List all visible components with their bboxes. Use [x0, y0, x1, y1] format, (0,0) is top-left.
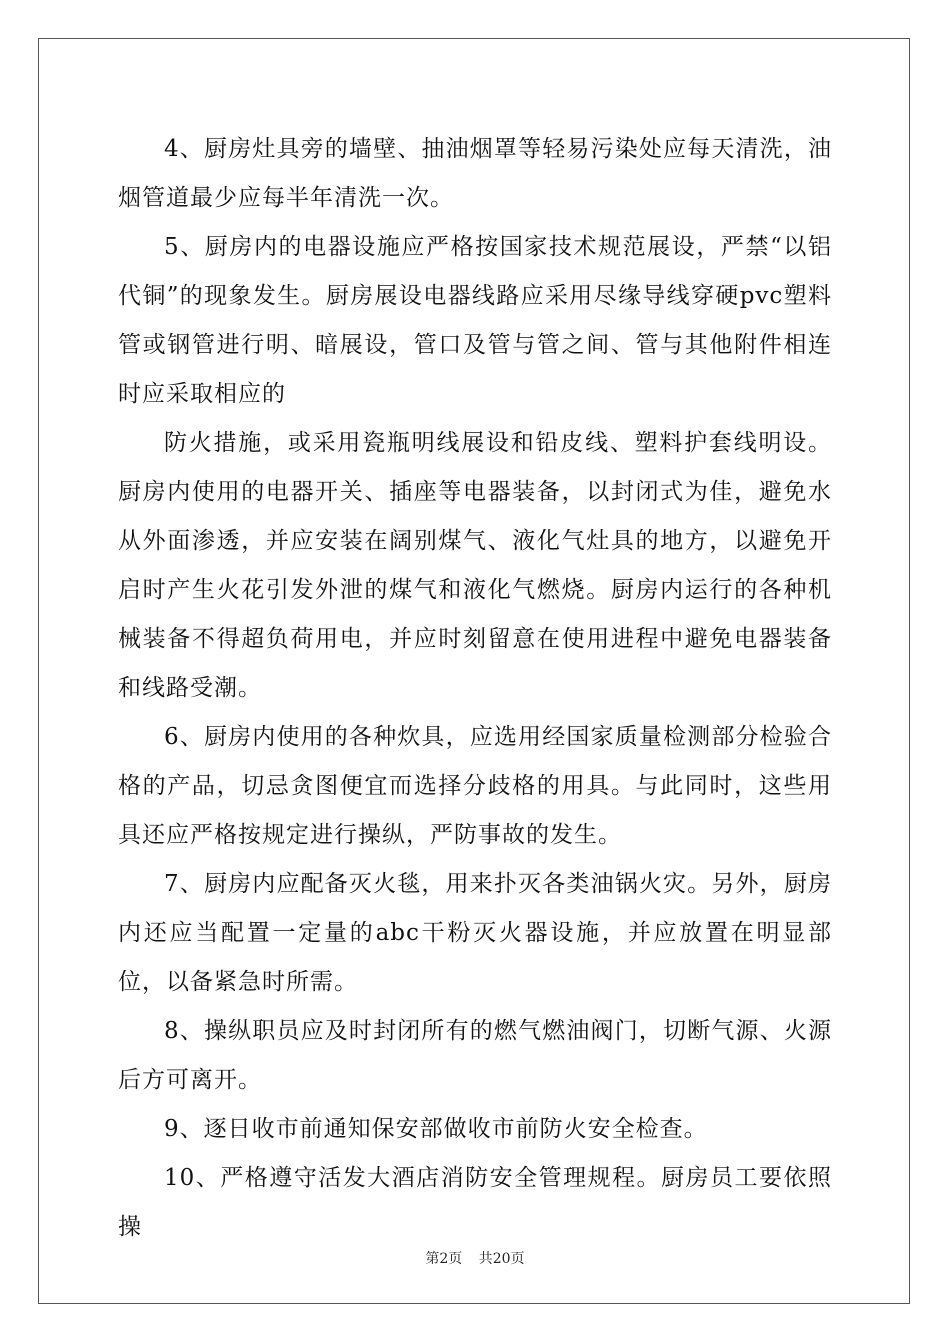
paragraph-item-9: 9、逐日收市前通知保安部做收市前防火安全检查。: [164, 1116, 708, 1142]
document-body: [118, 125, 832, 1252]
paragraph-item-10: 10、严格遵守活发大酒店消防安全管理规程。厨房员工要依照操: [118, 1165, 832, 1240]
page-footer: [0, 1248, 950, 1268]
paragraph-item-4: 4、厨房灶具旁的墙壁、抽油烟罩等轻易污染处应每天清洗，油烟管道最少应每半年清洗一次。: [118, 136, 832, 211]
paragraph-item-7: 7、厨房内应配备灭火毯，用来扑灭各类油锅火灾。另外，厨房内还应当配置一定量的abc干粉灭火器设施，并应放置在明显部位，以备紧急时所需。: [118, 871, 832, 995]
paragraph-item-8: 8、操纵职员应及时封闭所有的燃气燃油阀门，切断气源、火源后方可离开。: [118, 1018, 832, 1093]
page-total: 共20页: [478, 1251, 525, 1267]
page-number: 第2页: [425, 1251, 463, 1267]
paragraph-item-5: 5、厨房内的电器设施应严格按国家技术规范展设，严禁“以铝代铜”的现象发生。厨房展设电器线路应采用尽缘导线穿硬pvc塑料管或钢管进行明、暗展设，管口及管与管之间、管与其他附件相连时应采取相应的: [118, 234, 832, 407]
paragraph-item-6: 6、厨房内使用的各种炊具，应选用经国家质量检测部分检验合格的产品，切忌贪图便宜而选择分歧格的用具。与此同时，这些用具还应严格按规定进行操纵，严防事故的发生。: [118, 724, 832, 848]
paragraph-continuation: 防火措施，或采用瓷瓶明线展设和铅皮线、塑料护套线明设。厨房内使用的电器开关、插座等电器装备，以封闭式为佳，避免水从外面渗透，并应安装在阔别煤气、液化气灶具的地方，以避免开启时产生火花引发外泄的煤气和液化气燃烧。厨房内运行的各种机械装备不得超负荷用电，并应时刻留意在使用进程中避免电器装备和线路受潮。: [118, 430, 832, 701]
